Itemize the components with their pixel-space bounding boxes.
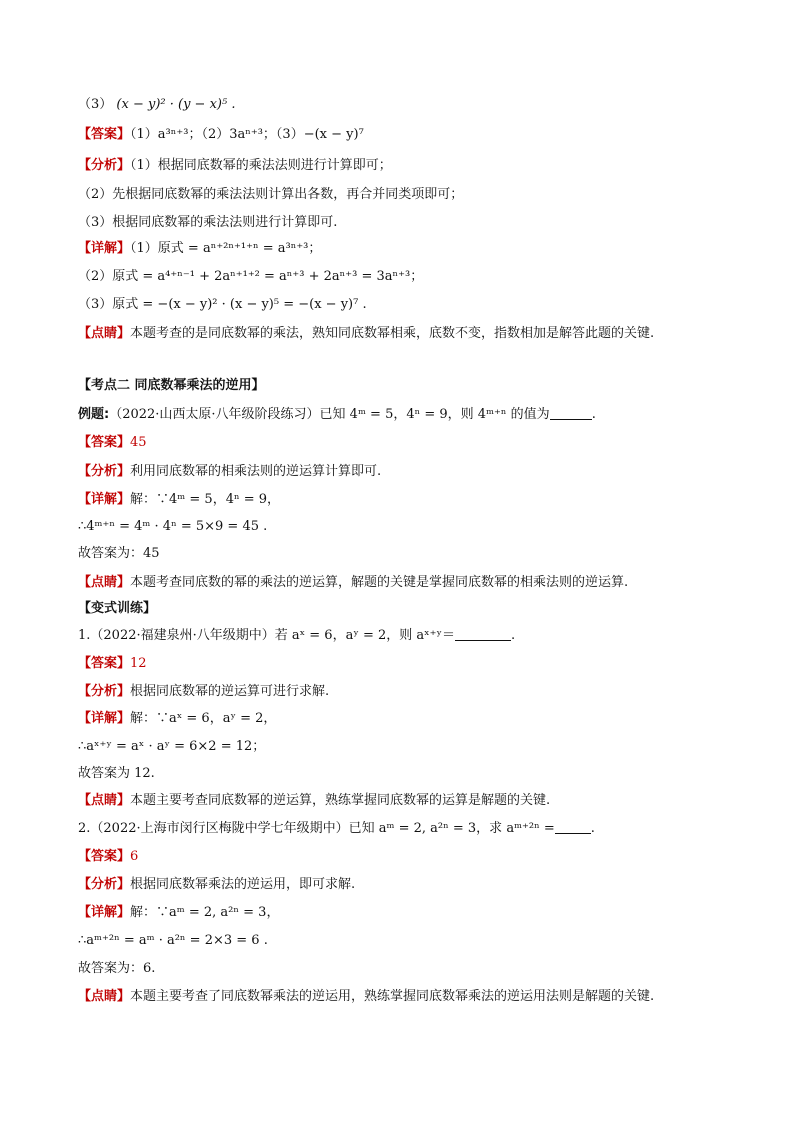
example-end: . <box>591 407 596 422</box>
answer-line <box>78 126 364 144</box>
example-text: （2022·山西太原·八年级阶段练习）已知 4ᵐ = 5，4ⁿ = 9，则 4ᵐ⁺ⁿ 的值为 <box>109 407 550 422</box>
example-analysis <box>78 463 381 481</box>
q1-stem: 1.（2022·福建泉州·八年级期中）若 aˣ = 6，aʸ = 2，则 aˣ⁺ʸ＝ <box>78 628 456 643</box>
question-expression: (x − y)² · (y − x)⁵ . <box>116 97 236 112</box>
comment-text: 本题考查同底数的幂的乘法的逆运算，解题的关键是掌握同底数幂的相乘法则的逆运算. <box>130 575 629 590</box>
detail-line-3: （3）原式 = −(x − y)² · (x − y)⁵ = −(x − y)⁷ . <box>78 297 367 312</box>
analysis-line-2: （2）先根据同底数幂的乘法法则计算出各数，再合并同类项即可； <box>78 187 464 202</box>
answer-tag: 【答案】 <box>78 656 131 671</box>
section-title: 【考点二 同底数幂乘法的逆用】 <box>78 378 265 393</box>
detail-tag: 【详解】 <box>78 711 131 726</box>
example-detail-2: ∴4ᵐ⁺ⁿ = 4ᵐ · 4ⁿ = 5×9 = 45 . <box>78 519 268 534</box>
detail-line <box>78 240 321 258</box>
detail-text: 解：∵aᵐ = 2, a²ⁿ = 3， <box>130 905 280 920</box>
q2-detail-2: ∴aᵐ⁺²ⁿ = aᵐ · a²ⁿ = 2×3 = 6 . <box>78 933 268 948</box>
q2-comment <box>78 988 654 1006</box>
answer-blank <box>455 628 511 641</box>
example-detail <box>78 491 280 509</box>
q1-final: 故答案为 12. <box>78 766 155 781</box>
q1-analysis <box>78 683 329 701</box>
practice-q1 <box>78 627 515 645</box>
analysis-tag: 【分析】 <box>78 684 131 699</box>
q2-stem: 2.（2022·上海市闵行区梅陇中学七年级期中）已知 aᵐ = 2, a²ⁿ = 3，求 aᵐ⁺²ⁿ = <box>78 821 555 836</box>
q2-analysis <box>78 876 355 894</box>
answer-text: 6 <box>130 849 139 864</box>
comment-text: 本题主要考查同底数幂的逆运算，熟练掌握同底数幂的运算是解题的关键. <box>130 793 551 808</box>
example-question <box>78 406 596 424</box>
analysis-tag: 【分析】 <box>78 464 131 479</box>
answer-text: 45 <box>130 435 147 450</box>
comment-tag: 【点睛】 <box>78 575 131 590</box>
analysis-tag: 【分析】 <box>78 877 131 892</box>
analysis-text: 根据同底数幂的逆运算可进行求解. <box>130 684 330 699</box>
question-number: （3） <box>78 97 113 112</box>
analysis-line <box>78 157 392 175</box>
analysis-text: 利用同底数幂的相乘法则的逆运算计算即可. <box>130 464 382 479</box>
detail-text: 解：∵4ᵐ = 5，4ⁿ = 9， <box>130 492 281 507</box>
analysis-text: 根据同底数幂乘法的逆运用，即可求解. <box>130 877 356 892</box>
detail-text: 解：∵aˣ = 6，aʸ = 2， <box>130 711 277 726</box>
q2-end: . <box>590 821 595 836</box>
detail-text: （1）原式 = aⁿ⁺²ⁿ⁺¹⁺ⁿ = a³ⁿ⁺³； <box>130 241 322 256</box>
comment-tag: 【点睛】 <box>78 326 131 341</box>
comment-tag: 【点睛】 <box>78 989 131 1004</box>
q2-final: 故答案为：6. <box>78 961 156 976</box>
example-final: 故答案为：45 <box>78 546 160 561</box>
answer-blank <box>555 821 591 834</box>
comment-line <box>78 325 654 343</box>
detail-line-2: （2）原式 = a⁴⁺ⁿ⁻¹ + 2aⁿ⁺¹⁺² = aⁿ⁺³ + 2aⁿ⁺³ = 3aⁿ⁺³； <box>78 269 424 284</box>
analysis-tag: 【分析】 <box>78 158 131 173</box>
analysis-text: （1）根据同底数幂的乘法法则进行计算即可； <box>130 158 392 173</box>
answer-tag: 【答案】 <box>78 127 131 142</box>
analysis-line-3: （3）根据同底数幂的乘法法则进行计算即可. <box>78 215 338 230</box>
q2-answer <box>78 848 138 866</box>
q1-answer <box>78 655 147 673</box>
detail-tag: 【详解】 <box>78 905 131 920</box>
q1-detail-2: ∴aˣ⁺ʸ = aˣ · aʸ = 6×2 = 12； <box>78 739 266 754</box>
q1-comment <box>78 792 550 810</box>
detail-tag: 【详解】 <box>78 241 131 256</box>
answer-tag: 【答案】 <box>78 849 131 864</box>
example-answer <box>78 434 147 452</box>
answer-blank <box>550 407 592 420</box>
practice-q2 <box>78 820 595 838</box>
example-label: 例题: <box>78 407 110 422</box>
question-3 <box>78 96 235 114</box>
q1-end: . <box>511 628 516 643</box>
q1-detail <box>78 710 276 728</box>
answer-text: 12 <box>130 656 147 671</box>
comment-text: 本题考查的是同底数幂的乘法，熟知同底数幂相乘，底数不变，指数相加是解答此题的关键. <box>130 326 655 341</box>
comment-text: 本题主要考查了同底数幂乘法的逆运用，熟练掌握同底数幂乘法的逆运用法则是解题的关键. <box>130 989 655 1004</box>
answer-text: （1）a³ⁿ⁺³；（2）3aⁿ⁺³；（3）−(x − y)⁷ <box>130 127 364 142</box>
practice-title: 【变式训练】 <box>78 601 157 616</box>
answer-tag: 【答案】 <box>78 435 131 450</box>
comment-tag: 【点睛】 <box>78 793 131 808</box>
q2-detail <box>78 904 279 922</box>
detail-tag: 【详解】 <box>78 492 131 507</box>
example-comment <box>78 574 628 592</box>
